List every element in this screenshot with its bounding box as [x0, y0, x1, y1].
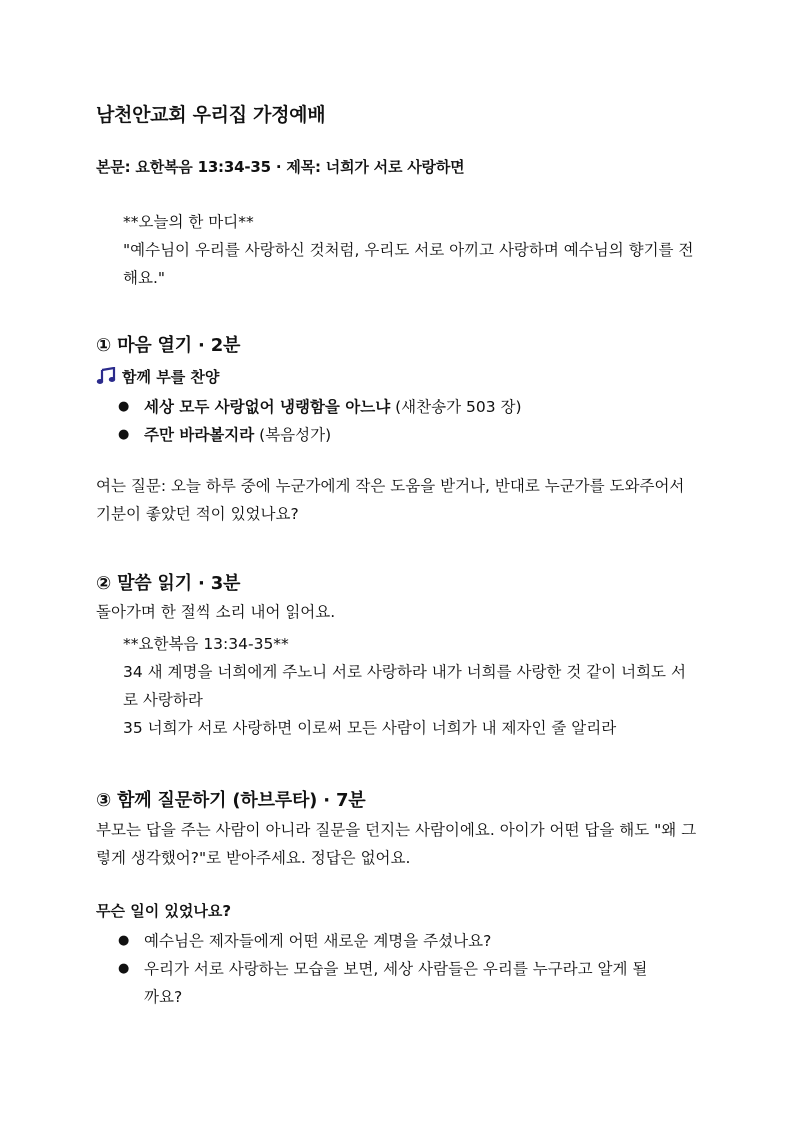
song-list — [96, 393, 700, 449]
section-3-title: ③ 함께 질문하기 (하브루타) · 7분 — [96, 790, 366, 811]
song-title: 주만 바라볼지라 — [144, 426, 255, 444]
section-1-title: ① 마음 열기 · 2분 — [96, 335, 241, 356]
list-item — [96, 393, 700, 421]
list-item — [96, 927, 700, 955]
bullet: ● — [118, 399, 130, 414]
reading-intro: 돌아가며 한 절씩 소리 내어 읽어요. — [96, 603, 336, 621]
hymn-subheading-label: 함께 부를 찬양 — [122, 368, 220, 386]
questions-subheading: 무슨 일이 있었나요? — [96, 902, 232, 920]
list-item — [96, 955, 700, 1011]
bullet: ● — [118, 961, 130, 976]
hymn-subheading — [96, 366, 219, 389]
today-quote — [123, 208, 703, 292]
section-2-title: ② 말씀 읽기 · 3분 — [96, 573, 241, 594]
quote-heading: **오늘의 한 마디** — [123, 213, 254, 231]
scripture-passage — [123, 630, 700, 742]
song-note: (새찬송가 503 장) — [395, 398, 522, 416]
verse-34: 34 새 계명을 너희에게 주노니 서로 사랑하라 내가 너희를 사랑한 것 같이 너희도 서로 사랑하라 — [123, 663, 686, 709]
question-text: 예수님은 제자들에게 어떤 새로운 계명을 주셨나요? — [144, 932, 492, 950]
question-list — [96, 927, 700, 1011]
list-item — [96, 421, 700, 449]
opening-question: 여는 질문: 오늘 하루 중에 누군가에게 작은 도움을 받거나, 반대로 누군가를 도와주어서 기분이 좋았던 적이 있었나요? — [96, 477, 685, 523]
scripture-ref: **요한복음 13:34-35** — [123, 635, 289, 653]
music-note-icon — [96, 367, 116, 389]
question-text: 우리가 서로 사랑하는 모습을 보면, 세상 사람들은 우리를 누구라고 알게 될까요? — [144, 960, 648, 1006]
bullet: ● — [118, 933, 130, 948]
song-title: 세상 모두 사랑없어 냉랭함을 아느냐 — [144, 398, 391, 416]
verse-35: 35 너희가 서로 사랑하면 이로써 모든 사람이 너희가 내 제자인 줄 알리라 — [123, 719, 617, 737]
document-title: 남천안교회 우리집 가정예배 — [96, 104, 326, 126]
havruta-intro: 부모는 답을 주는 사람이 아니라 질문을 던지는 사람이에요. 아이가 어떤 답을 해도 "왜 그렇게 생각했어?"로 받아주세요. 정답은 없어요. — [96, 821, 697, 867]
song-note: (복음성가) — [259, 426, 332, 444]
quote-text: "예수님이 우리를 사랑하신 것처럼, 우리도 서로 아끼고 사랑하며 예수님의 향기를 전해요." — [123, 241, 694, 287]
bullet: ● — [118, 427, 130, 442]
scripture-subtitle: 본문: 요한복음 13:34-35 · 제목: 너희가 서로 사랑하면 — [96, 158, 465, 176]
